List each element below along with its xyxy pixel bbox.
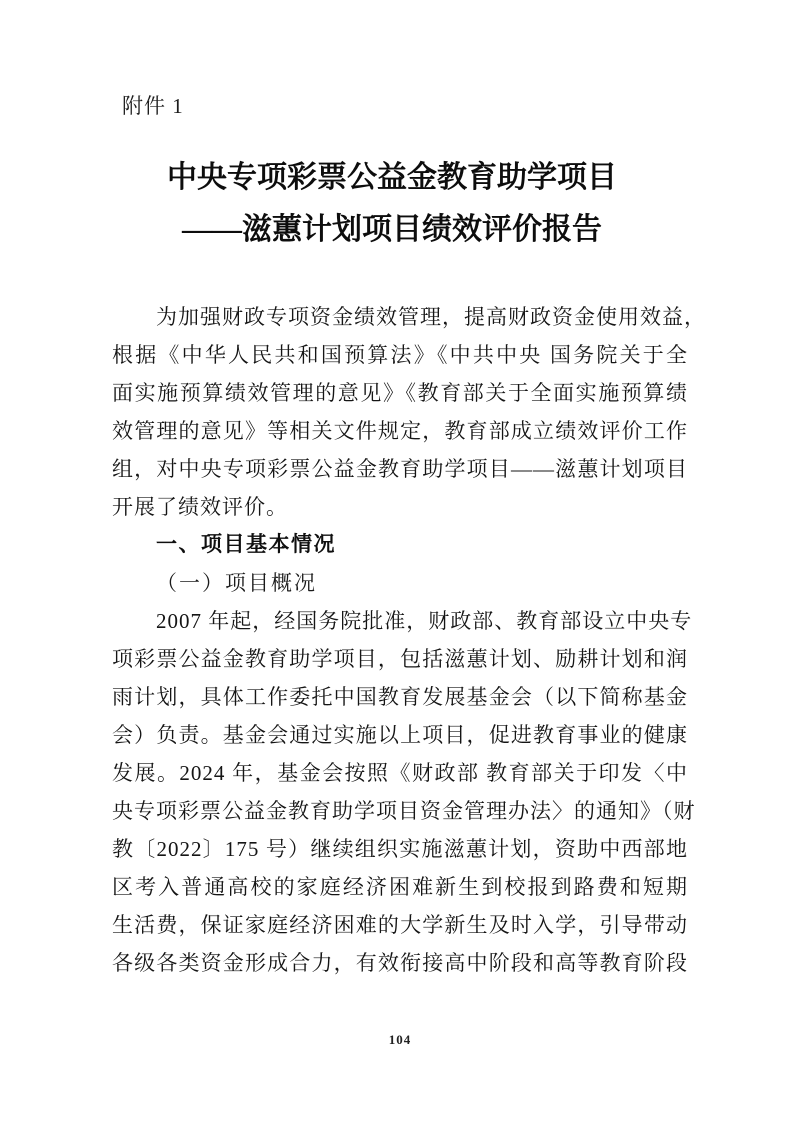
paragraph-2-line: 央专项彩票公益金教育助学项目资金管理办法〉的通知》（财 — [112, 799, 696, 823]
paragraph-2-line: 教〔2022〕175 号）继续组织实施滋蕙计划，资助中西部地 — [112, 837, 688, 861]
paragraph-2-line: 生活费，保证家庭经济困难的大学新生及时入学，引导带动 — [112, 913, 688, 937]
paragraph-2-line: 会）负责。基金会通过实施以上项目，促进教育事业的健康 — [112, 723, 688, 747]
paragraph-2-line: 区考入普通高校的家庭经济困难新生到校报到路费和短期 — [112, 875, 688, 899]
paragraph-2-line: 发展。2024 年，基金会按照《财政部 教育部关于印发〈中 — [112, 761, 688, 785]
report-title-line-1: 中央专项彩票公益金教育助学项目 — [167, 161, 617, 194]
paragraph-1-line: 为加强财政专项资金绩效管理，提高财政资金使用效益， — [156, 305, 706, 329]
paragraph-1-line: 根据《中华人民共和国预算法》《中共中央 国务院关于全 — [112, 343, 688, 367]
paragraph-1-line: 面实施预算绩效管理的意见》《教育部关于全面实施预算绩 — [112, 381, 688, 405]
paragraph-2-line: 项彩票公益金教育助学项目，包括滋蕙计划、励耕计划和润 — [112, 647, 688, 671]
body-text — [112, 298, 706, 982]
report-title-line-2: ——滋蕙计划项目绩效评价报告 — [182, 213, 602, 246]
attachment-label: 附件 1 — [122, 94, 184, 118]
paragraph-1-line: 开展了绩效评价。 — [112, 495, 288, 519]
page-number: 104 — [388, 1032, 412, 1047]
paragraph-2-line: 各级各类资金形成合力，有效衔接高中阶段和高等教育阶段 — [112, 951, 688, 975]
section-heading-project-basics: 一、项目基本情况 — [156, 533, 336, 556]
paragraph-2-line: 2007 年起，经国务院批准，财政部、教育部设立中央专 — [156, 609, 693, 633]
paragraph-1-line: 组，对中央专项彩票公益金教育助学项目——滋蕙计划项目 — [112, 457, 688, 481]
report-title — [104, 152, 680, 256]
paragraph-2-line: 雨计划，具体工作委托中国教育发展基金会（以下简称基金 — [112, 685, 688, 709]
paragraph-1-line: 效管理的意见》等相关文件规定，教育部成立绩效评价工作 — [112, 419, 688, 443]
subsection-heading-project-overview: （一）项目概况 — [156, 571, 317, 595]
